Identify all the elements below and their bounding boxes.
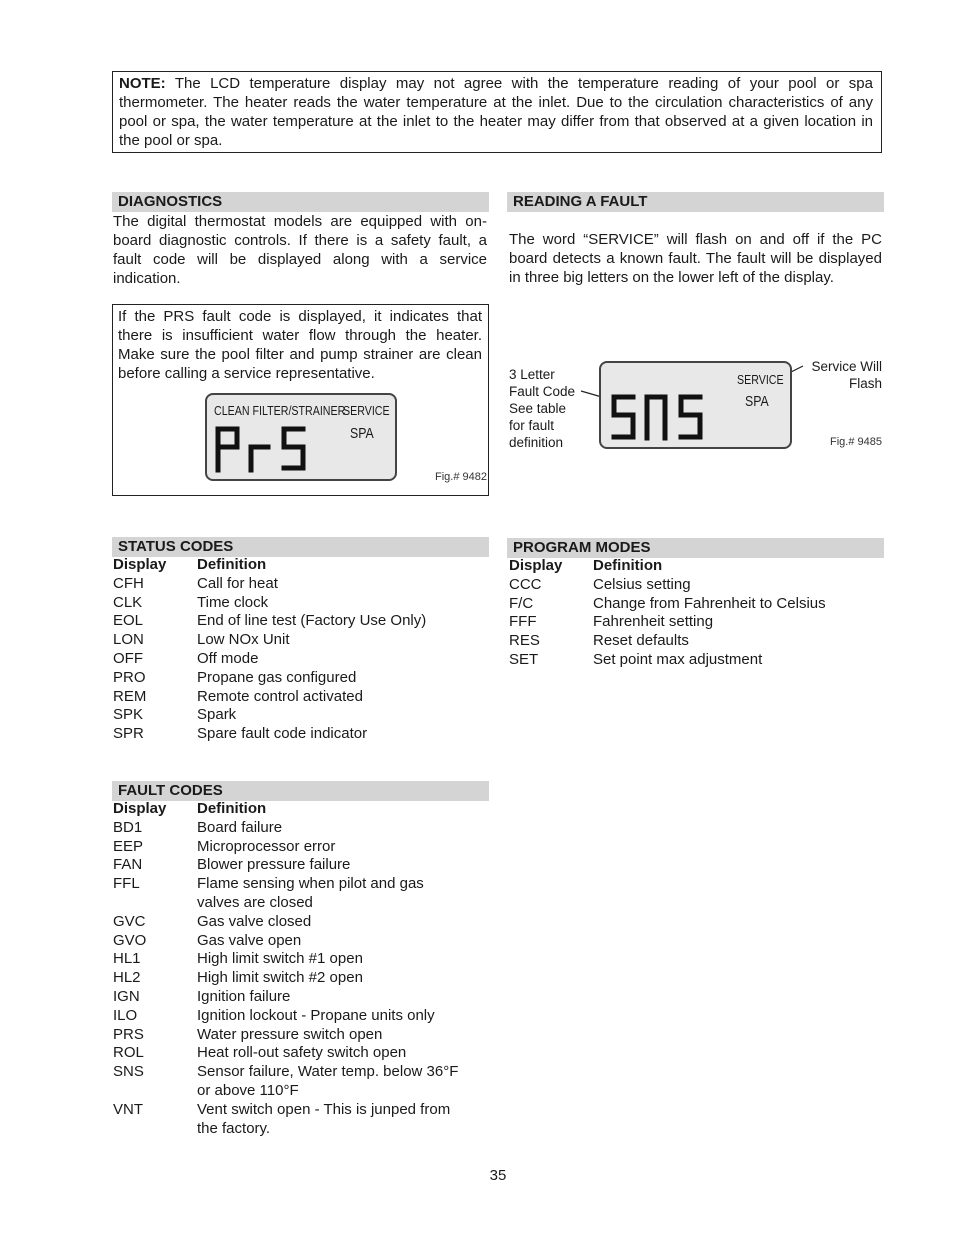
code-cell: GVO [113,931,147,949]
definition-cell: Spare fault code indicator [197,725,368,743]
col-definition-header: Definition [197,800,267,817]
definition-cell: Reset defaults [593,632,689,650]
definition-cell: Water pressure switch open [197,1025,383,1043]
diagnostics-text: The digital thermostat models are equipped with on-board diagnostic controls. If there is a safety fault, a fault code will be displayed along with a service indication. [113,213,487,287]
page-number: 35 [489,1167,507,1184]
reading-fault-text: The word “SERVICE” will flash on and off if the PC board detects a known fault. The fault will be displayed in three big letters on the lower left of the display. [509,231,882,286]
definition-cell: Board failure [197,818,283,836]
definition-cell: Time clock [197,593,269,611]
code-cell: PRS [113,1025,144,1043]
prs-box-text: If the PRS fault code is displayed, it indicates that there is insufficient water flow through the heater. Make sure the pool filter and pump strainer are clean before calling a service representative. [118,308,482,382]
code-cell: F/C [509,594,534,612]
definition-cell: High limit switch #2 open [197,969,363,987]
table-header-row [113,800,489,819]
code-cell: SPR [113,725,144,743]
lcd-prs-digits [213,425,313,473]
definition-cell: Heat roll-out safety switch open [197,1044,407,1062]
definition-cell: valves are closed [197,893,313,911]
fault-codes-table [113,800,489,1138]
col-definition-header: Definition [197,556,267,573]
code-cell: VNT [113,1100,143,1118]
figure-9485: Fig.# 9485 [830,436,882,448]
table-row [113,669,489,688]
table-row [113,688,489,707]
col-definition-header: Definition [593,557,663,574]
diagnostics-header: DIAGNOSTICS [112,192,489,212]
definition-cell: Flame sensing when pilot and gas [197,875,424,893]
definition-cell: Microprocessor error [197,837,336,855]
table-row [113,1026,489,1045]
table-row [113,650,489,669]
code-cell: FFL [113,875,140,893]
code-cell: RES [509,632,540,650]
status-codes-table [113,556,489,744]
definition-cell: Celsius setting [593,575,691,593]
table-row [113,1007,489,1026]
definition-cell: Change from Fahrenheit to Celsius [593,594,826,612]
code-cell: BD1 [113,818,143,836]
lcd-spa-label: SPA [350,425,374,442]
code-cell: HL1 [113,950,141,968]
definition-cell: Spark [197,706,237,724]
table-row-continuation [113,1082,489,1101]
code-cell: HL2 [113,969,141,987]
prs-info-box [112,304,489,496]
program-modes-table [509,557,883,670]
definition-cell: or above 110°F [197,1081,299,1099]
definition-cell: High limit switch #1 open [197,950,363,968]
lcd-service-label: SERVICE [737,372,784,387]
col-display-header: Display [113,800,167,817]
definition-cell: Remote control activated [197,687,363,705]
lcd-clean-filter-label: CLEAN FILTER/STRAINER [214,403,346,418]
table-row [113,631,489,650]
table-row [113,725,489,744]
program-modes-header: PROGRAM MODES [507,538,884,558]
lcd-display-prs [205,393,397,481]
lcd-spa-label: SPA [745,393,769,410]
definition-cell: Sensor failure, Water temp. below 36°F [197,1063,459,1081]
table-row [113,1063,489,1082]
table-row [509,595,883,614]
definition-cell: Ignition lockout - Propane units only [197,1006,435,1024]
definition-cell: Set point max adjustment [593,650,763,668]
table-row [509,651,883,670]
table-row [113,875,489,894]
table-row [113,594,489,613]
definition-cell: Propane gas configured [197,668,357,686]
code-cell: SNS [113,1063,144,1081]
table-row-continuation [113,894,489,913]
table-row [113,819,489,838]
table-row [113,969,489,988]
code-cell: EEP [113,837,144,855]
table-row [509,613,883,632]
table-row [113,838,489,857]
table-row [113,612,489,631]
definition-cell: Call for heat [197,574,278,592]
note-box [112,71,882,153]
table-row [113,706,489,725]
code-cell: REM [113,687,147,705]
figure-9482: Fig.# 9482 [435,471,487,483]
code-cell: CLK [113,593,143,611]
code-cell: CCC [509,575,542,593]
lcd-sns-digits [609,393,709,443]
table-row-continuation [113,1120,489,1139]
code-cell: SET [509,650,539,668]
callout-line: for fault [509,418,555,433]
status-codes-header: STATUS CODES [112,537,489,557]
code-cell: CFH [113,574,144,592]
table-header-row [509,557,883,576]
code-cell: FAN [113,856,143,874]
callout-line: See table [509,401,567,416]
code-cell: PRO [113,668,146,686]
lcd-display-sns [599,361,792,449]
reading-fault-header: READING A FAULT [507,192,884,212]
code-cell: EOL [113,612,144,630]
table-row [113,575,489,594]
table-row [509,576,883,595]
definition-cell: Vent switch open - This is junped from [197,1100,451,1118]
callout-line: definition [509,435,564,450]
callout-line: 3 Letter [509,367,555,382]
callout-line: Flash [848,376,882,391]
code-cell: SPK [113,706,144,724]
code-cell: ROL [113,1044,144,1062]
table-row [113,932,489,951]
definition-cell: Off mode [197,649,259,667]
callout-line: Fault Code [509,384,576,399]
definition-cell: Fahrenheit setting [593,613,714,631]
definition-cell: Gas valve closed [197,912,312,930]
definition-cell: Gas valve open [197,931,302,949]
definition-cell: Low NOx Unit [197,631,290,649]
lcd-service-label: SERVICE [343,403,390,418]
table-row [113,856,489,875]
code-cell: LON [113,631,144,649]
note-label: NOTE: [119,75,166,92]
code-cell: GVC [113,912,146,930]
col-display-header: Display [113,556,167,573]
definition-cell: Ignition failure [197,987,291,1005]
table-row [113,1044,489,1063]
table-row [509,632,883,651]
table-row [113,950,489,969]
note-text: The LCD temperature display may not agree with the temperature reading of your pool or spa thermometer. The heater reads the water temperature at the inlet. Due to the circulation characteristics of any pool or spa, the water temperature at the inlet to the heater may differ from that observed at a given location in the pool or spa. [119,75,873,149]
code-cell: OFF [113,649,143,667]
table-row [113,1101,489,1120]
col-display-header: Display [509,557,563,574]
callout-line: Service Will [811,359,882,374]
definition-cell: End of line test (Factory Use Only) [197,612,427,630]
table-row [113,988,489,1007]
code-cell: FFF [509,613,537,631]
fault-codes-header: FAULT CODES [112,781,489,801]
table-row [113,913,489,932]
table-header-row [113,556,489,575]
definition-cell: the factory. [197,1119,271,1137]
definition-cell: Blower pressure failure [197,856,351,874]
code-cell: IGN [113,987,140,1005]
code-cell: ILO [113,1006,138,1024]
